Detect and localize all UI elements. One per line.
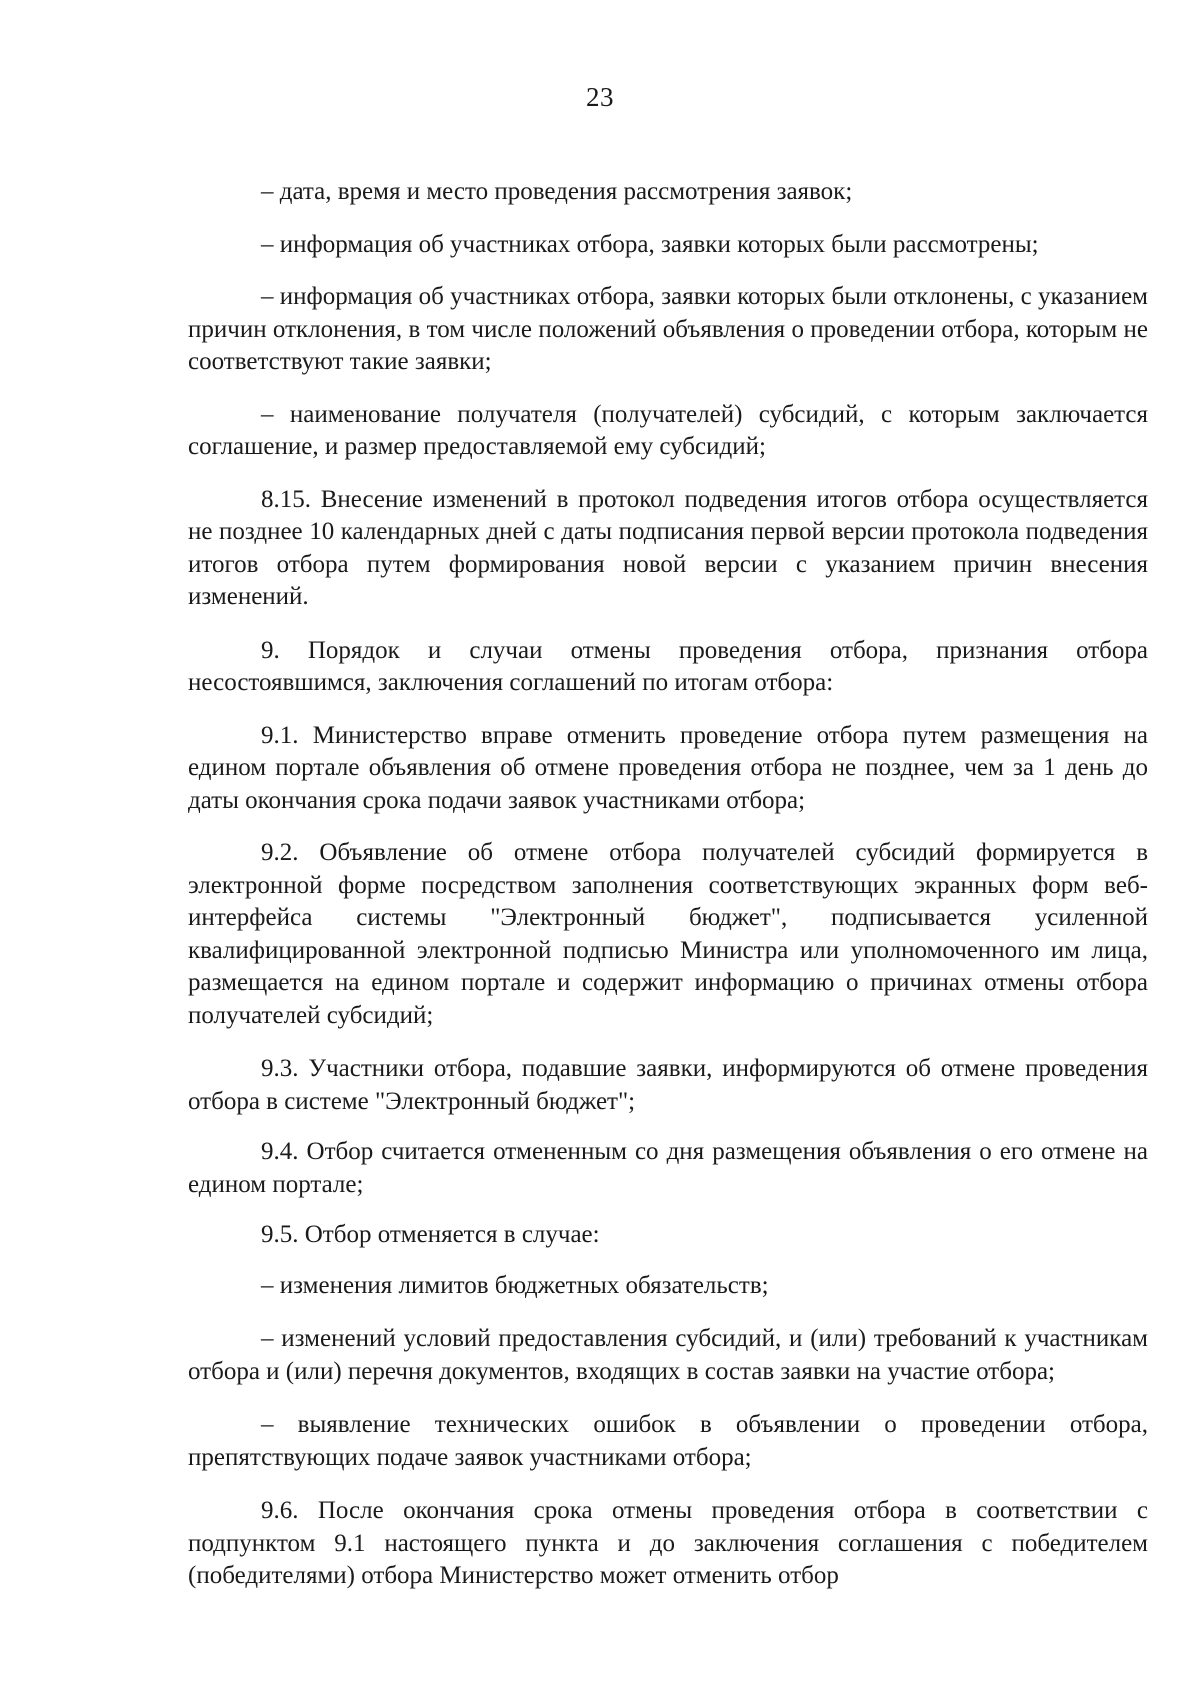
paragraph-8-15: 8.15. Внесение изменений в протокол подведения итогов отбора осуществляется не позднее 10 календарных дней с даты подписания первой версии протокола подведения итогов отбора путем формирования новой версии с указанием причин внесения изменений. (188, 485, 1148, 610)
paragraph-9-1: 9.1. Министерство вправе отменить проведение отбора путем размещения на едином портале объявления об отмене проведения отбора не позднее, чем за 1 день до даты окончания срока подачи заявок участниками отбора; (188, 721, 1148, 814)
list-item-budget-limits: – изменения лимитов бюджетных обязательств; (261, 1271, 769, 1299)
paragraph-9: 9. Порядок и случаи отмены проведения отбора, признания отбора несостоявшимся, заключения соглашений по итогам отбора: (188, 636, 1148, 696)
paragraph-rejected-participants: – информация об участниках отбора, заявки которых были отклонены, с указанием причин отклонения, в том числе положений объявления о проведении отбора, которым не соответствуют такие заявки; (188, 283, 1148, 375)
paragraph-review-date: – дата, время и место проведения рассмотрения заявок; (261, 178, 853, 205)
paragraph-9-5: 9.5. Отбор отменяется в случае: (261, 1221, 600, 1248)
paragraph-reviewed-participants: – информация об участниках отбора, заявки которых были рассмотрены; (261, 230, 1039, 258)
paragraph-9-2: 9.2. Объявление об отмене отбора получателей субсидий формируется в электронной форме посредством заполнения соответствующих экранных форм веб-интерфейса системы "Электронный бюджет", подписывается усиленной квалифицированной электронной подписью Министра или уполномоченного им лица, размещается на едином портале и содержит информацию о причинах отмены отбора получателей субсидий; (188, 839, 1148, 1029)
page-number: 23 (586, 82, 614, 112)
paragraph-9-6: 9.6. После окончания срока отмены проведения отбора в соответствии с подпунктом 9.1 настоящего пункта и до заключения соглашения с победителем (победителями) отбора Министерство может отменить отбор (188, 1497, 1148, 1589)
list-item-condition-changes: – изменений условий предоставления субсидий, и (или) требований к участникам отбора и (или) перечня документов, входящих в состав заявки на участие отбора; (188, 1325, 1148, 1385)
document-body (188, 176, 1148, 1593)
paragraph-9-4: 9.4. Отбор считается отмененным со дня размещения объявления о его отмене на едином портале; (188, 1138, 1148, 1198)
paragraph-9-3: 9.3. Участники отбора, подавшие заявки, информируются об отмене проведения отбора в системе "Электронный бюджет"; (188, 1055, 1148, 1115)
list-item-technical-errors: – выявление технических ошибок в объявлении о проведении отбора, препятствующих подаче заявок участниками отбора; (188, 1411, 1148, 1471)
paragraph-recipient-name: – наименование получателя (получателей) субсидий, с которым заключается соглашение, и размер предоставляемой ему субсидий; (188, 400, 1148, 460)
